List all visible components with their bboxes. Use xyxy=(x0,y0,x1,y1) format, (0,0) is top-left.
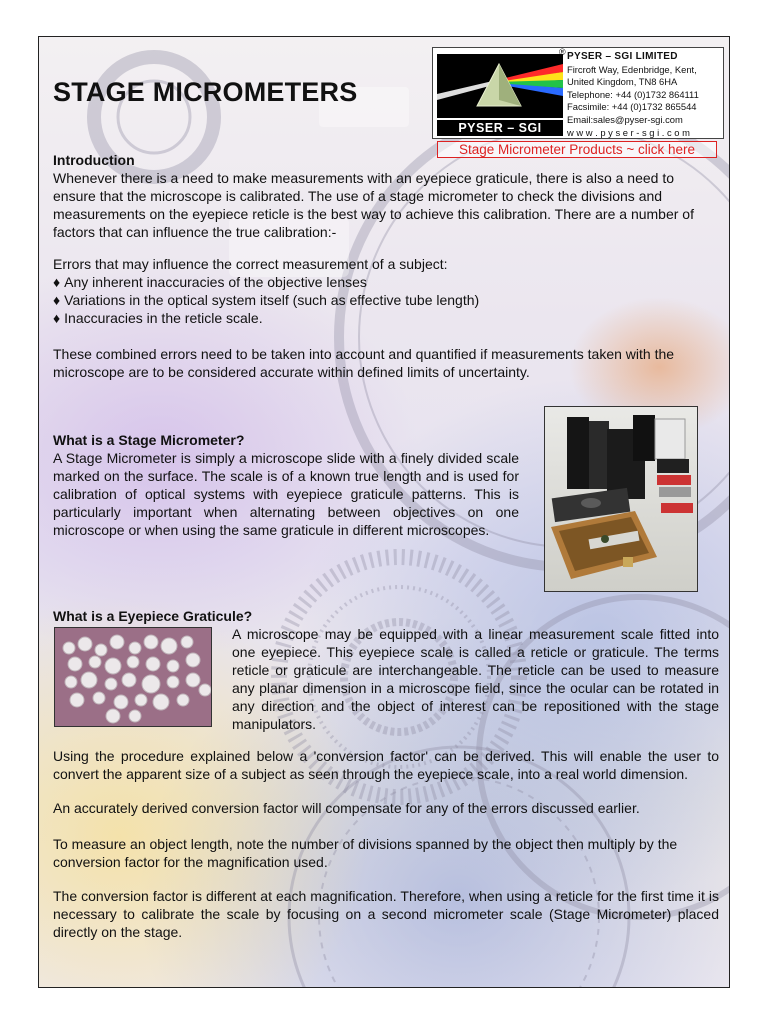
company-name: PYSER – SGI LIMITED xyxy=(567,51,678,62)
errors-closing: These combined errors need to be taken into account and quantified if measurements taken with the microscope are to be considered accurate within defined limits of uncertainty. xyxy=(53,346,675,380)
address-line-1: Fircroft Way, Edenbridge, Kent, xyxy=(567,63,697,75)
conversion-paragraph-2: An accurately derived conversion factor will compensate for any of the errors discussed earlier. xyxy=(53,800,640,816)
logo-wordmark: PYSER – SGI xyxy=(437,120,563,136)
conversion-paragraph-4: The conversion factor is different at each magnification. Therefore, when using a reticle for the first time it is necessary to calibrate the scale by focusing on a second micrometer scale (Stage Micrometer) placed directly on the stage. xyxy=(53,888,719,940)
diamond-bullet-icon: ♦ xyxy=(53,292,61,308)
diamond-bullet-icon: ♦ xyxy=(53,274,61,290)
registered-mark: ® xyxy=(559,47,566,57)
list-item: ♦ Variations in the optical system itself (such as effective tube length) xyxy=(53,292,480,308)
products-link[interactable]: Stage Micrometer Products ~ click here xyxy=(437,141,717,158)
stage-micrometer-paragraph: A Stage Micrometer is simply a microscope slide with a finely divided scale marked on the surface. The scale is of a known true length and is used for calibration of optical systems with eyepiece graticule patterns. This is particularly important when alternating between objectives on one microscope or when using the same graticule in different microscopes. xyxy=(53,450,519,538)
document-page xyxy=(38,36,730,988)
stage-micrometer-heading: What is a Stage Micrometer? xyxy=(53,432,245,448)
errors-intro: Errors that may influence the correct measurement of a subject: xyxy=(53,256,448,272)
company-contact xyxy=(567,51,722,139)
conversion-paragraph-1: Using the procedure explained below a 'conversion factor' can be derived. This will enable the user to convert the apparent size of a subject as seen through the eyepiece scale, into a real world dimension. xyxy=(53,748,719,782)
prism-logo-icon xyxy=(437,54,563,118)
email: Email:sales@pyser-sgi.com xyxy=(567,113,683,125)
eyepiece-graticule-heading: What is a Eyepiece Graticule? xyxy=(53,608,253,624)
diamond-bullet-icon: ♦ xyxy=(53,310,61,326)
conversion-paragraph-3: To measure an object length, note the number of divisions spanned by the object then multiply by the conversion factor for the magnification used. xyxy=(53,836,678,870)
stage-micrometer-photo xyxy=(544,406,698,592)
errors-list xyxy=(53,273,719,327)
website: w w w . p y s e r - s g i . c o m xyxy=(567,126,690,138)
graticule-discs-photo xyxy=(54,627,212,727)
introduction-heading: Introduction xyxy=(53,152,135,168)
list-item: ♦ Inaccuracies in the reticle scale. xyxy=(53,310,263,326)
list-item: ♦ Any inherent inaccuracies of the objective lenses xyxy=(53,274,367,290)
company-logo xyxy=(432,47,724,139)
telephone: Telephone: +44 (0)1732 864111 xyxy=(567,88,699,100)
introduction-paragraph: Whenever there is a need to make measurements with an eyepiece graticule, there is also a need to ensure that the microscope is calibrated. The use of a stage micrometer to check the divisions and measurements on the eyepiece reticle is the best way to achieve this calibration. There are a number of factors that can influence the true calibration:- xyxy=(53,170,694,240)
address-line-2: United Kingdom, TN8 6HA xyxy=(567,76,678,88)
eyepiece-graticule-paragraph: A microscope may be equipped with a linear measurement scale fitted into one eyepiece. This eyepiece scale is called a reticle or graticule. The terms reticle or graticule are interchangeable. The reticle can be used to measure any planar dimension in a microscope field, since the ocular can be rotated in any direction and the object of interest can be repositioned with the stage manipulators. xyxy=(232,626,719,732)
page-title: STAGE MICROMETERS xyxy=(53,77,358,107)
facsimile: Facsimile: +44 (0)1732 865544 xyxy=(567,101,697,113)
